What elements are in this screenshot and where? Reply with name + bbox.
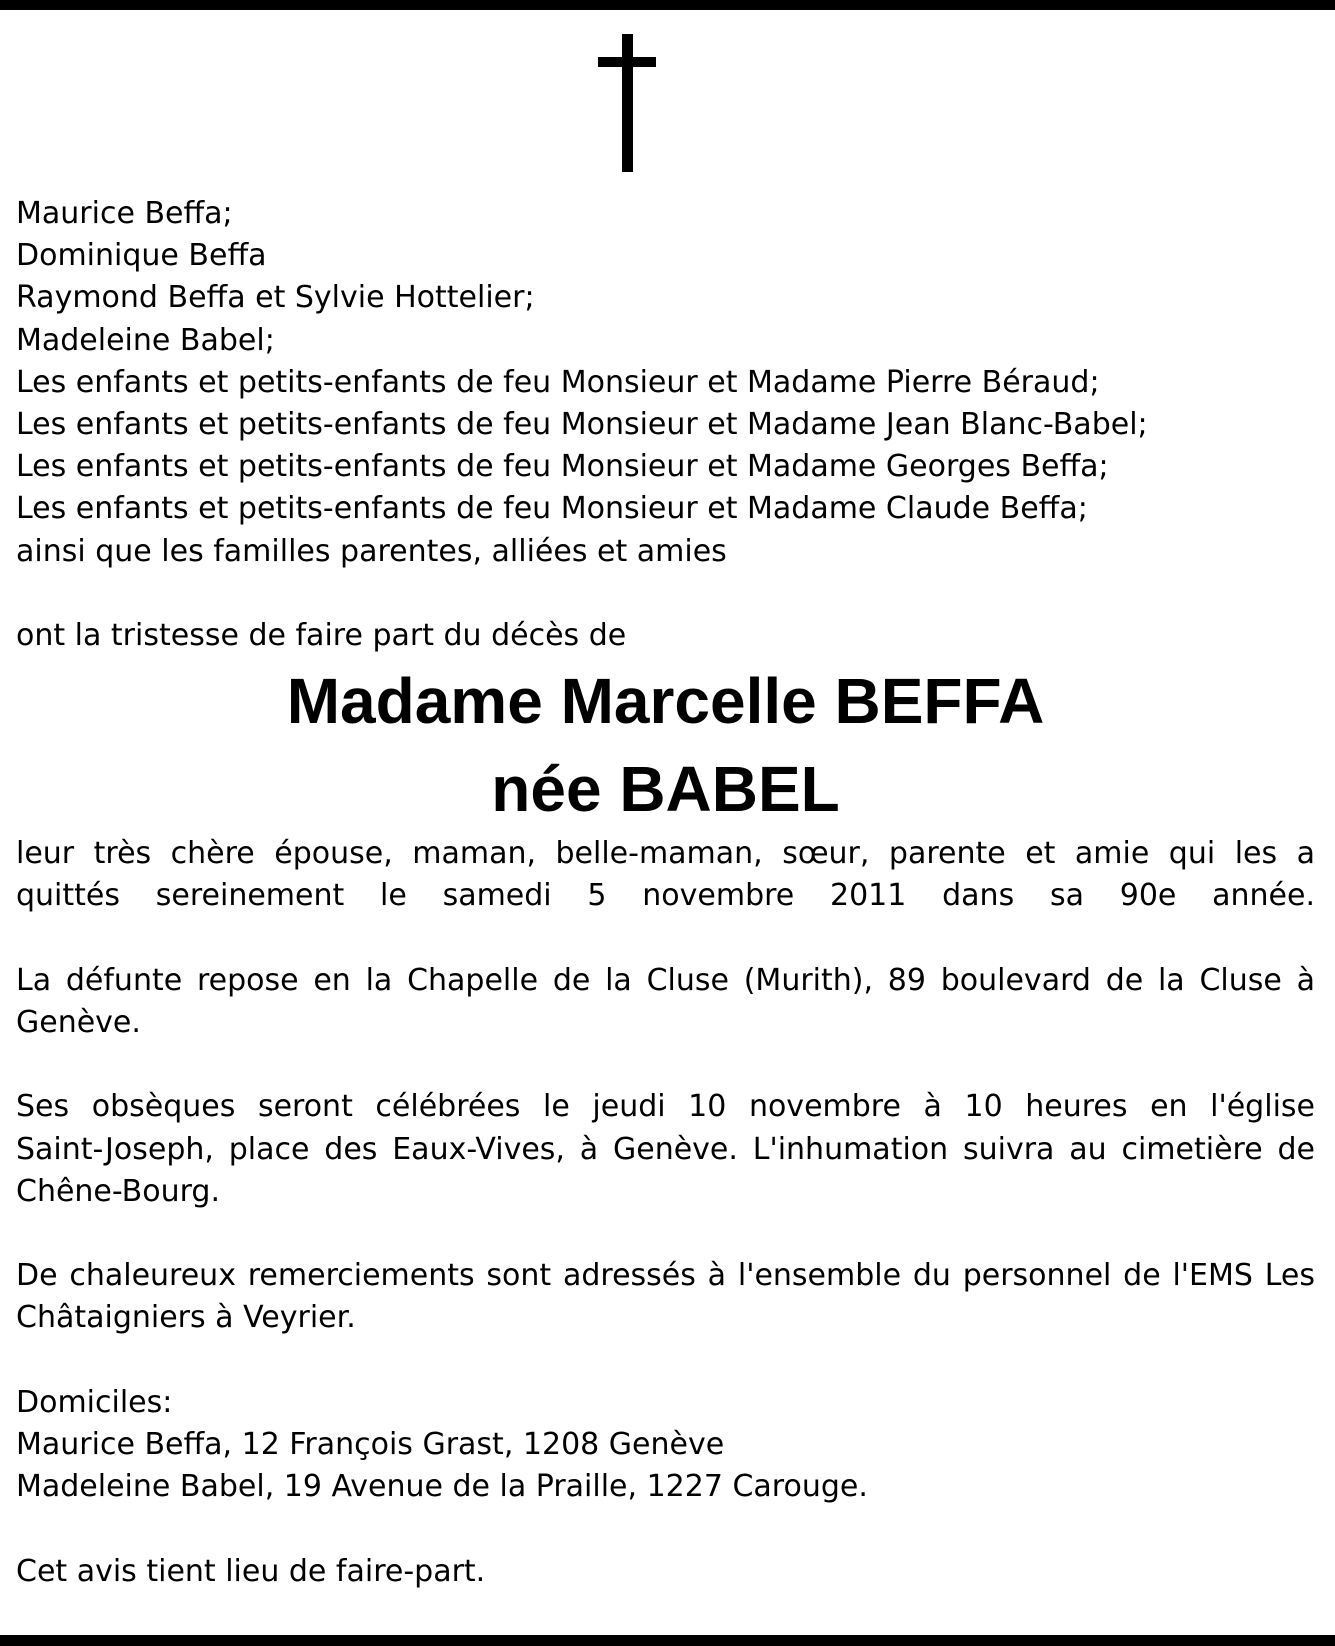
intro-text: ont la tristesse de faire part du décès de xyxy=(16,618,627,654)
deceased-name: Madame Marcelle BEFFA xyxy=(286,665,1045,738)
closing-note: Cet avis tient lieu de faire-part. xyxy=(16,1553,486,1589)
cross-icon xyxy=(598,34,656,172)
announcer-line: Madeleine Babel; xyxy=(16,322,275,358)
paragraph-line: La défunte repose en la Chapelle de la Cluse (Murith), 89 boulevard de la Cluse à xyxy=(16,962,1315,998)
paragraph-line: Saint-Joseph, place des Eaux-Vives, à Genève. L'inhumation suivra au cimetière de xyxy=(16,1131,1315,1167)
announcer-line: Les enfants et petits-enfants de feu Monsieur et Madame Claude Beffa; xyxy=(16,491,1088,527)
domicile-entry: Maurice Beffa, 12 François Grast, 1208 Genève xyxy=(16,1427,725,1462)
paragraph-line: De chaleureux remerciements sont adressés à l'ensemble du personnel de l'EMS Les xyxy=(16,1258,1315,1294)
announcer-line: Les enfants et petits-enfants de feu Monsieur et Madame Jean Blanc-Babel; xyxy=(16,407,1148,443)
paragraph-line: leur très chère épouse, maman, belle-maman, sœur, parente et amie qui les a xyxy=(16,836,1315,872)
domiciles-label: Domiciles: xyxy=(16,1384,173,1420)
announcer-line: ainsi que les familles parentes, alliées et amies xyxy=(16,533,727,569)
announcer-line: Les enfants et petits-enfants de feu Monsieur et Madame Georges Beffa; xyxy=(16,449,1109,485)
paragraph-line: Chêne-Bourg. xyxy=(16,1173,220,1209)
top-border xyxy=(0,0,1335,10)
deceased-name-block xyxy=(16,657,1315,833)
bottom-border xyxy=(0,1635,1335,1646)
thanks-paragraph xyxy=(16,1255,1315,1339)
announcer-line: Les enfants et petits-enfants de feu Monsieur et Madame Pierre Béraud; xyxy=(16,364,1100,400)
announcer-line: Raymond Beffa et Sylvie Hottelier; xyxy=(16,280,535,316)
announcers-list xyxy=(16,193,1315,573)
announcer-line: Dominique Beffa xyxy=(16,238,267,274)
funeral-paragraph xyxy=(16,1086,1315,1213)
obituary-notice xyxy=(16,193,1315,1593)
paragraph-line: Châtaigniers à Veyrier. xyxy=(16,1300,356,1336)
paragraph-line: quittés sereinement le samedi 5 novembre 2011 dans sa 90e année. xyxy=(16,878,1315,914)
domiciles-section xyxy=(16,1382,1315,1509)
deceased-maiden-name: née BABEL xyxy=(491,753,840,826)
relation-paragraph xyxy=(16,833,1315,917)
paragraph-line: Ses obsèques seront célébrées le jeudi 10 novembre à 10 heures en l'église xyxy=(16,1089,1315,1125)
announcer-line: Maurice Beffa; xyxy=(16,196,233,231)
domicile-entry: Madeleine Babel, 19 Avenue de la Praille, 1227 Carouge. xyxy=(16,1469,868,1505)
paragraph-line: Genève. xyxy=(16,1005,141,1041)
rest-paragraph xyxy=(16,960,1315,1044)
